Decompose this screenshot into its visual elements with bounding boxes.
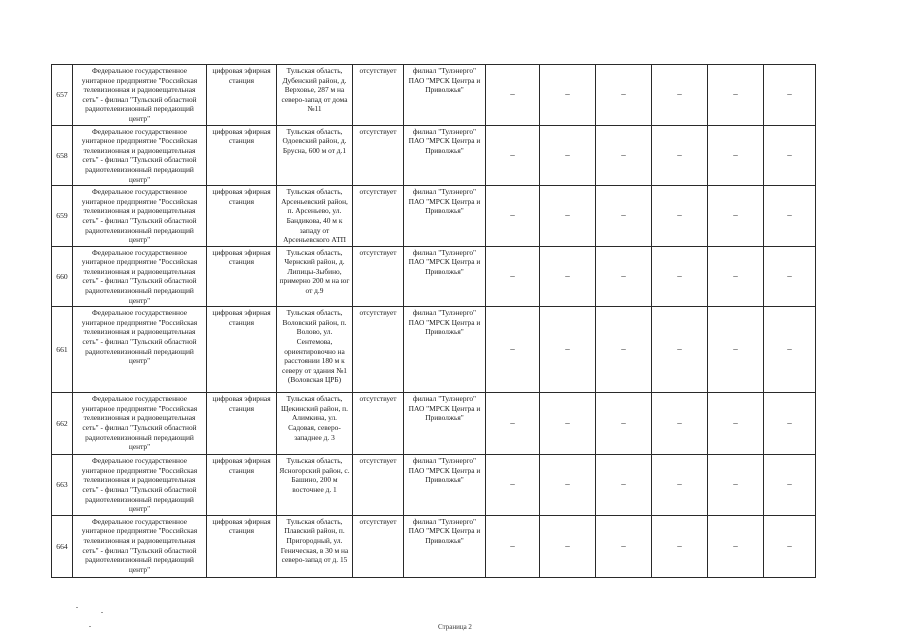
address-cell: Тульская область, Арсеньевский район, п. Арсеньево, ул. Бандикова, 40 м к западу от Арсеньевского АТП bbox=[277, 186, 353, 247]
empty-value-cell: – bbox=[596, 246, 652, 307]
empty-value-cell: – bbox=[708, 186, 764, 247]
empty-value-cell: – bbox=[652, 307, 708, 393]
address-cell: Тульская область, Ясногорский район, с. Башино, 200 м восточнее д. 1 bbox=[277, 455, 353, 516]
empty-value-cell: – bbox=[764, 246, 816, 307]
empty-value-cell: – bbox=[540, 186, 596, 247]
status-cell: отсутствует bbox=[353, 455, 404, 516]
empty-value-cell: – bbox=[486, 125, 540, 186]
status-cell: отсутствует bbox=[353, 186, 404, 247]
empty-value-cell: – bbox=[596, 393, 652, 455]
records-table-body bbox=[52, 65, 816, 578]
empty-value-cell: – bbox=[596, 515, 652, 577]
row-number: 664 bbox=[52, 515, 73, 577]
address-cell: Тульская область, Дубенский район, д. Верховье, 287 м на северо-запад от дома №11 bbox=[277, 65, 353, 126]
empty-value-cell: – bbox=[652, 515, 708, 577]
station-type-cell: цифровая эфирная станция bbox=[207, 455, 277, 516]
row-number: 663 bbox=[52, 455, 73, 516]
empty-value-cell: – bbox=[708, 515, 764, 577]
empty-value-cell: – bbox=[596, 455, 652, 516]
table-row bbox=[52, 455, 816, 516]
table-row bbox=[52, 246, 816, 307]
address-cell: Тульская область, Одоевский район, д. Брусна, 600 м от д.1 bbox=[277, 125, 353, 186]
station-type-cell: цифровая эфирная станция bbox=[207, 515, 277, 577]
address-cell: Тульская область, Плавский район, п. Пригородный, ул. Геническая, в 30 м на северо-запад от д. 15 bbox=[277, 515, 353, 577]
branch-cell: филиал "Тулэнерго" ПАО "МРСК Центра и Приволжья" bbox=[404, 455, 486, 516]
empty-value-cell: – bbox=[708, 455, 764, 516]
row-number: 657 bbox=[52, 65, 73, 126]
station-type-cell: цифровая эфирная станция bbox=[207, 125, 277, 186]
empty-value-cell: – bbox=[652, 246, 708, 307]
empty-value-cell: – bbox=[596, 125, 652, 186]
empty-value-cell: – bbox=[486, 186, 540, 247]
empty-value-cell: – bbox=[708, 246, 764, 307]
records-table bbox=[51, 64, 816, 578]
empty-value-cell: – bbox=[596, 65, 652, 126]
address-cell: Тульская область, Щекинский район, п. Алимкина, ул. Садовая, северо-западнее д. 3 bbox=[277, 393, 353, 455]
empty-value-cell: – bbox=[764, 393, 816, 455]
station-type-cell: цифровая эфирная станция bbox=[207, 65, 277, 126]
owner-cell: Федеральное государственное унитарное предприятие "Российская телевизионная и радиовещательная сеть" - филиал "Тульский областной радиотелевизионный передающий центр" bbox=[73, 455, 207, 516]
status-cell: отсутствует bbox=[353, 515, 404, 577]
empty-value-cell: – bbox=[486, 65, 540, 126]
branch-cell: филиал "Тулэнерго" ПАО "МРСК Центра и Приволжья" bbox=[404, 393, 486, 455]
table-row bbox=[52, 186, 816, 247]
status-cell: отсутствует bbox=[353, 125, 404, 186]
status-cell: отсутствует bbox=[353, 307, 404, 393]
table-row bbox=[52, 307, 816, 393]
empty-value-cell: – bbox=[486, 455, 540, 516]
empty-value-cell: – bbox=[764, 515, 816, 577]
address-cell: Тульская область, Чернский район, д. Липицы-Зыбино, примерно 200 м на юг от д.9 bbox=[277, 246, 353, 307]
empty-value-cell: – bbox=[540, 455, 596, 516]
owner-cell: Федеральное государственное унитарное предприятие "Российская телевизионная и радиовещательная сеть" - филиал "Тульский областной радиотелевизионный передающий центр" bbox=[73, 125, 207, 186]
empty-value-cell: – bbox=[764, 455, 816, 516]
empty-value-cell: – bbox=[764, 186, 816, 247]
empty-value-cell: – bbox=[652, 455, 708, 516]
row-number: 658 bbox=[52, 125, 73, 186]
page-footer: Страница 2 bbox=[438, 623, 472, 631]
empty-value-cell: – bbox=[652, 125, 708, 186]
status-cell: отсутствует bbox=[353, 65, 404, 126]
empty-value-cell: – bbox=[540, 246, 596, 307]
table-row bbox=[52, 515, 816, 577]
branch-cell: филиал "Тулэнерго" ПАО "МРСК Центра и Приволжья" bbox=[404, 515, 486, 577]
status-cell: отсутствует bbox=[353, 393, 404, 455]
station-type-cell: цифровая эфирная станция bbox=[207, 393, 277, 455]
empty-value-cell: – bbox=[764, 125, 816, 186]
owner-cell: Федеральное государственное унитарное предприятие "Российская телевизионная и радиовещательная сеть" - филиал "Тульский областной радиотелевизионный передающий центр" bbox=[73, 186, 207, 247]
address-cell: Тульская область, Воловский район, п. Волово, ул. Сентемова, ориентировочно на расстоянии 180 м к северу от здания №1 (Воловская ЦРБ) bbox=[277, 307, 353, 393]
table-row bbox=[52, 125, 816, 186]
empty-value-cell: – bbox=[540, 393, 596, 455]
owner-cell: Федеральное государственное унитарное предприятие "Российская телевизионная и радиовещательная сеть" - филиал "Тульский областной радиотелевизионный передающий центр" bbox=[73, 307, 207, 393]
table-row bbox=[52, 65, 816, 126]
empty-value-cell: – bbox=[596, 307, 652, 393]
empty-value-cell: – bbox=[540, 515, 596, 577]
empty-value-cell: – bbox=[652, 393, 708, 455]
empty-value-cell: – bbox=[708, 307, 764, 393]
row-number: 659 bbox=[52, 186, 73, 247]
empty-value-cell: – bbox=[486, 246, 540, 307]
station-type-cell: цифровая эфирная станция bbox=[207, 246, 277, 307]
empty-value-cell: – bbox=[540, 125, 596, 186]
station-type-cell: цифровая эфирная станция bbox=[207, 307, 277, 393]
empty-value-cell: – bbox=[540, 65, 596, 126]
empty-value-cell: – bbox=[652, 186, 708, 247]
empty-value-cell: – bbox=[486, 515, 540, 577]
row-number: 660 bbox=[52, 246, 73, 307]
owner-cell: Федеральное государственное унитарное предприятие "Российская телевизионная и радиовещательная сеть" - филиал "Тульский областной радиотелевизионный передающий центр" bbox=[73, 393, 207, 455]
row-number: 661 bbox=[52, 307, 73, 393]
branch-cell: филиал "Тулэнерго" ПАО "МРСК Центра и Приволжья" bbox=[404, 246, 486, 307]
empty-value-cell: – bbox=[708, 65, 764, 126]
scan-speck bbox=[76, 607, 78, 608]
empty-value-cell: – bbox=[486, 307, 540, 393]
branch-cell: филиал "Тулэнерго" ПАО "МРСК Центра и Приволжья" bbox=[404, 125, 486, 186]
status-cell: отсутствует bbox=[353, 246, 404, 307]
scan-speck bbox=[89, 626, 91, 627]
branch-cell: филиал "Тулэнерго" ПАО "МРСК Центра и Приволжья" bbox=[404, 307, 486, 393]
branch-cell: филиал "Тулэнерго" ПАО "МРСК Центра и Приволжья" bbox=[404, 186, 486, 247]
scan-speck bbox=[101, 612, 103, 613]
station-type-cell: цифровая эфирная станция bbox=[207, 186, 277, 247]
branch-cell: филиал "Тулэнерго" ПАО "МРСК Центра и Приволжья" bbox=[404, 65, 486, 126]
empty-value-cell: – bbox=[540, 307, 596, 393]
owner-cell: Федеральное государственное унитарное предприятие "Российская телевизионная и радиовещательная сеть" - филиал "Тульский областной радиотелевизионный передающий центр" bbox=[73, 65, 207, 126]
empty-value-cell: – bbox=[708, 125, 764, 186]
empty-value-cell: – bbox=[652, 65, 708, 126]
empty-value-cell: – bbox=[708, 393, 764, 455]
empty-value-cell: – bbox=[486, 393, 540, 455]
empty-value-cell: – bbox=[764, 307, 816, 393]
table-row bbox=[52, 393, 816, 455]
row-number: 662 bbox=[52, 393, 73, 455]
owner-cell: Федеральное государственное унитарное предприятие "Российская телевизионная и радиовещательная сеть" - филиал "Тульский областной радиотелевизионный передающий центр" bbox=[73, 515, 207, 577]
empty-value-cell: – bbox=[764, 65, 816, 126]
owner-cell: Федеральное государственное унитарное предприятие "Российская телевизионная и радиовещательная сеть" - филиал "Тульский областной радиотелевизионный передающий центр" bbox=[73, 246, 207, 307]
empty-value-cell: – bbox=[596, 186, 652, 247]
